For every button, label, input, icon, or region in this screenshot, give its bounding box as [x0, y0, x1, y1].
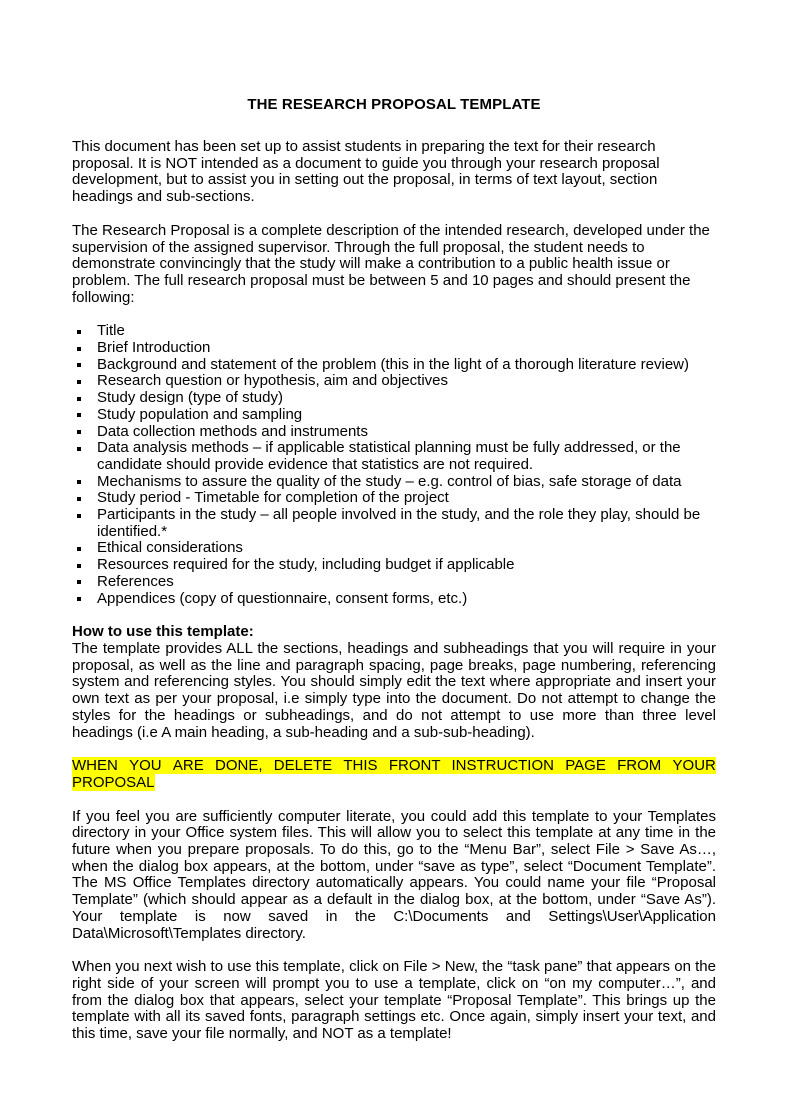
- square-bullet-icon: [77, 430, 81, 434]
- list-item-label: Participants in the study – all people involved in the study, and the role they play, should be identified.*: [97, 506, 701, 540]
- spacer: [72, 741, 716, 758]
- square-bullet-icon: [77, 397, 81, 401]
- list-item: [72, 440, 716, 473]
- spacer: [72, 942, 716, 959]
- notice-line-2: PROPOSAL: [72, 773, 155, 791]
- list-item-label: Ethical considerations: [97, 539, 243, 557]
- list-item: [72, 557, 716, 574]
- how-to-use-heading: How to use this template:: [72, 623, 254, 641]
- square-bullet-icon: [77, 413, 81, 417]
- spacer: [72, 206, 716, 223]
- list-item: [72, 323, 716, 340]
- list-item-label: Data collection methods and instruments: [97, 422, 368, 440]
- square-bullet-icon: [77, 447, 81, 451]
- list-item-label: Mechanisms to assure the quality of the study – e.g. control of bias, safe storage of data: [97, 472, 682, 490]
- list-item-label: Data analysis methods – if applicable statistical planning must be fully addressed, or the candidate should provide evidence that statistics are not required.: [97, 439, 681, 473]
- list-item: [72, 574, 716, 591]
- proposal-contents-list: [72, 323, 716, 607]
- spacer: [72, 792, 716, 809]
- list-item: [72, 540, 716, 557]
- square-bullet-icon: [77, 547, 81, 551]
- square-bullet-icon: [77, 480, 81, 484]
- saving-template-paragraph: If you feel you are sufficiently computer literate, you could add this template to your Templates directory in your Office system files. This will allow you to select this template at any time in the future when you prepare proposals. To do this, go to the “Menu Bar”, select File > Save As…, when the dialog box appears, at the bottom, under “save as type”, select “Document Template”. The MS Office Templates directory automatically appears. You could name your file “Proposal Template” (which should appear as a default in the dialog box, at the bottom, under “Save As”). Your template is now saved in the C:\Documents and Settings\User\Application Data\Microsoft\Templates directory.: [72, 807, 716, 942]
- list-item: [72, 507, 716, 540]
- square-bullet-icon: [77, 580, 81, 584]
- list-item: [72, 424, 716, 441]
- spacer: [72, 607, 716, 624]
- reusing-template-paragraph: When you next wish to use this template, click on File > New, the “task pane” that appears on the right side of your screen will prompt you to use a template, click on “on my computer…”, and from the dialog box that appears, select your template “Proposal Template”. This brings up the template with all its saved fonts, paragraph settings etc. Once again, simply insert your text, and this time, save your file normally, and NOT as a template!: [72, 958, 716, 1043]
- list-item-label: Background and statement of the problem (this in the light of a thorough literature review): [97, 355, 689, 373]
- intro-paragraph-1: This document has been set up to assist students in preparing the text for their research proposal. It is NOT intended as a document to guide you through your research proposal development, but to assist you in setting out the proposal, in terms of text layout, section headings and sub-sections.: [72, 138, 660, 206]
- list-item-label: Brief Introduction: [97, 339, 211, 357]
- square-bullet-icon: [77, 347, 81, 351]
- notice-line-1: WHEN YOU ARE DONE, DELETE THIS FRONT INSTRUCTION PAGE FROM YOUR: [72, 757, 716, 775]
- square-bullet-icon: [77, 497, 81, 501]
- list-item: [72, 591, 716, 608]
- list-item: [72, 407, 716, 424]
- list-item-label: Title: [97, 322, 125, 340]
- list-item: [72, 390, 716, 407]
- list-item-label: Study population and sampling: [97, 405, 303, 423]
- list-item: [72, 373, 716, 390]
- list-item: [72, 340, 716, 357]
- square-bullet-icon: [77, 597, 81, 601]
- list-item-label: Research question or hypothesis, aim and objectives: [97, 372, 449, 390]
- square-bullet-icon: [77, 363, 81, 367]
- list-item-label: References: [97, 572, 174, 590]
- list-item-label: Study design (type of study): [97, 389, 283, 407]
- page-title: THE RESEARCH PROPOSAL TEMPLATE: [247, 96, 541, 113]
- how-to-use-paragraph: The template provides ALL the sections, headings and subheadings that you will require in your proposal, as well as the line and paragraph spacing, page breaks, page numbering, referencing system and referencing styles. You should simply edit the text where appropriate and insert your own text as per your proposal, i.e simply type into the document. Do not attempt to change the styles for the headings or subheadings, and do not attempt to use more than three level headings (i.e A main heading, a sub-heading and a sub-sub-heading).: [72, 639, 716, 741]
- spacer: [72, 306, 716, 323]
- list-item: [72, 357, 716, 374]
- document-body: [72, 0, 716, 1043]
- spacer: [72, 113, 716, 139]
- list-item-label: Study period - Timetable for completion of the project: [97, 489, 449, 507]
- list-item-label: Resources required for the study, including budget if applicable: [97, 556, 515, 574]
- square-bullet-icon: [77, 564, 81, 568]
- intro-paragraph-2: The Research Proposal is a complete description of the intended research, developed under the supervision of the assigned supervisor. Through the full proposal, the student needs to demonstrate convincingly that the study will make a contribution to a public health issue or problem. The full research proposal must be between 5 and 10 pages and should present the following:: [72, 221, 710, 306]
- list-item-label: Appendices (copy of questionnaire, consent forms, etc.): [97, 589, 468, 607]
- list-item: [72, 474, 716, 491]
- delete-page-notice: [72, 758, 716, 791]
- square-bullet-icon: [77, 380, 81, 384]
- square-bullet-icon: [77, 514, 81, 518]
- list-item: [72, 490, 716, 507]
- square-bullet-icon: [77, 330, 81, 334]
